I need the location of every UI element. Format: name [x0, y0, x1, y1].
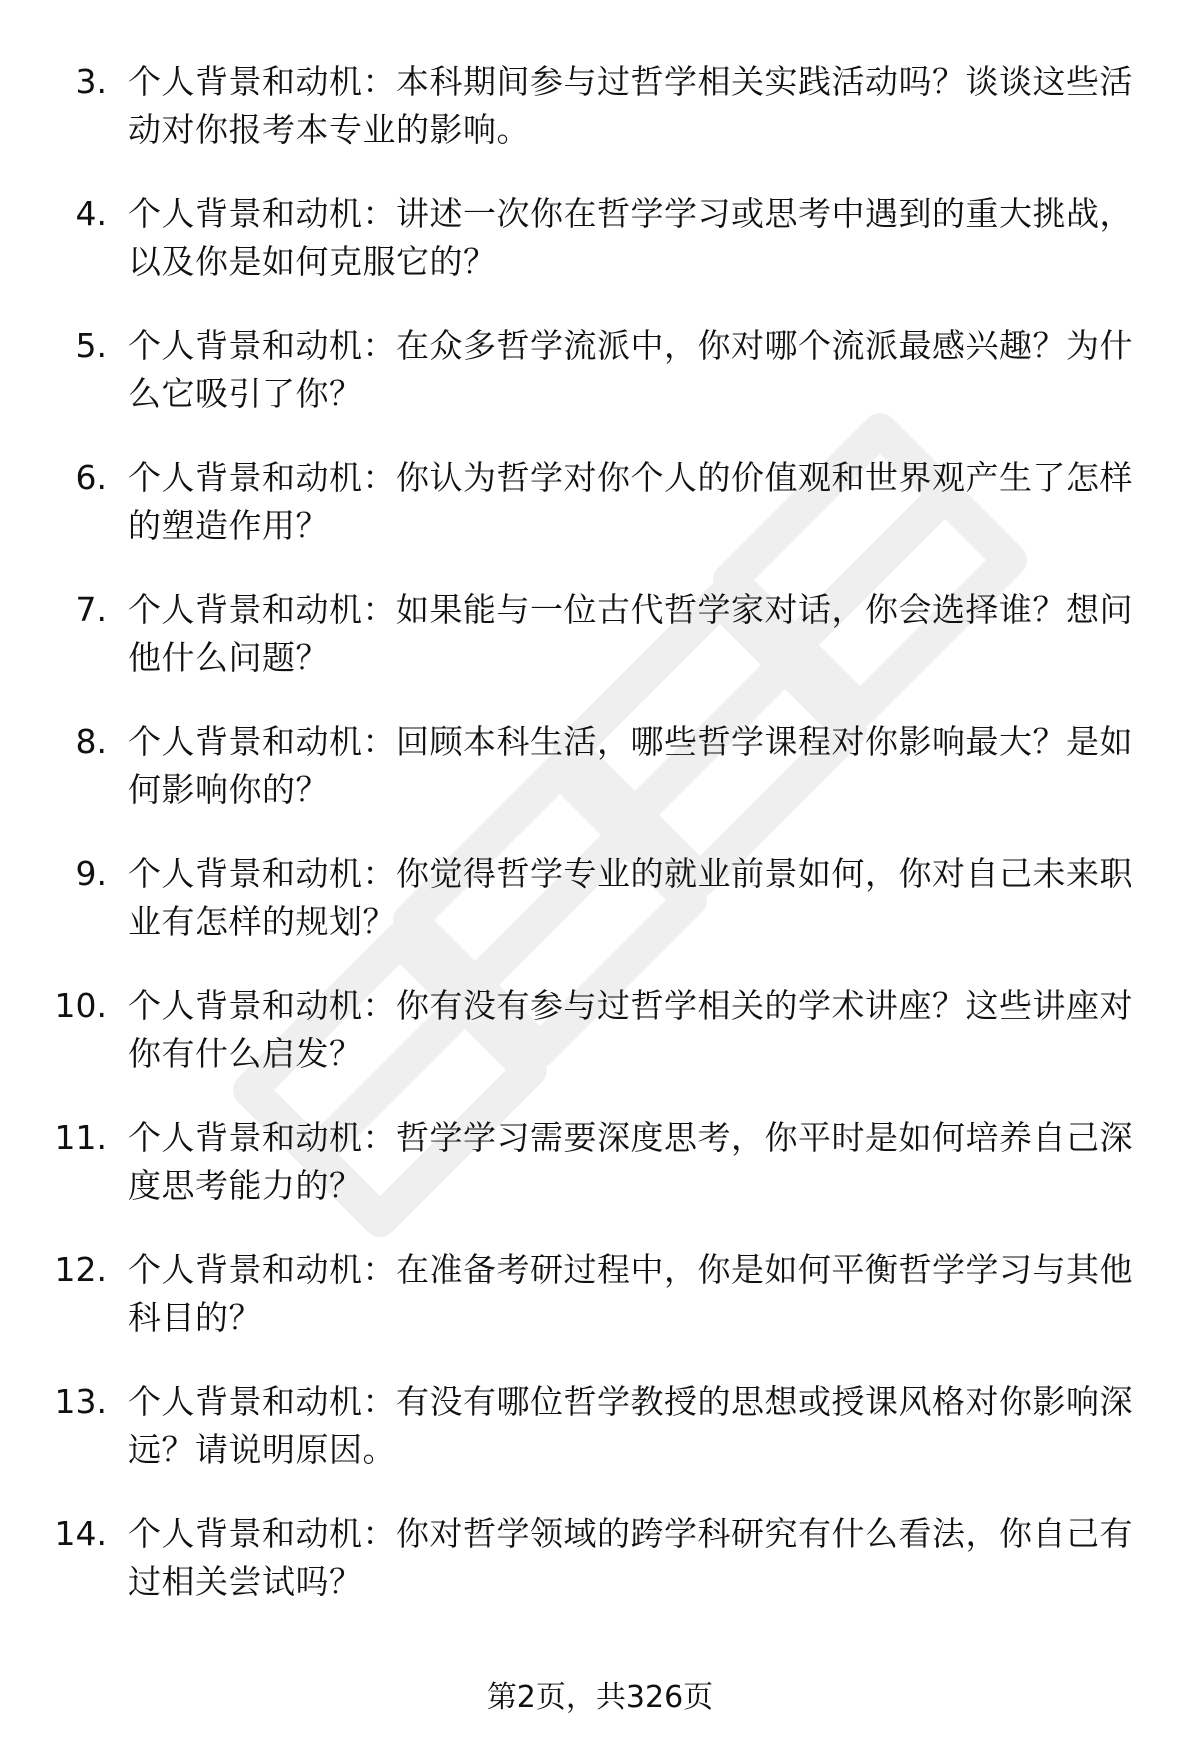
list-item [0, 190, 1200, 322]
question-text: 个人背景和动机：如果能与一位古代哲学家对话，你会选择谁？想问他什么问题？ [128, 590, 1133, 677]
question-list [0, 58, 1200, 1642]
question-text: 个人背景和动机：讲述一次你在哲学学习或思考中遇到的重大挑战，以及你是如何克服它的？ [128, 194, 1133, 281]
question-number: 5. [75, 326, 107, 365]
question-text: 个人背景和动机：有没有哪位哲学教授的思想或授课风格对你影响深远？请说明原因。 [128, 1382, 1133, 1469]
page-number-footer: 第2页，共326页 [486, 1680, 714, 1715]
question-number: 7. [75, 590, 107, 629]
list-item [0, 1246, 1200, 1378]
question-text: 个人背景和动机：你有没有参与过哲学相关的学术讲座？这些讲座对你有什么启发？ [128, 986, 1133, 1073]
question-text: 个人背景和动机：在众多哲学流派中，你对哪个流派最感兴趣？为什么它吸引了你？ [128, 326, 1133, 413]
question-number: 10. [54, 986, 107, 1025]
question-number: 9. [75, 854, 107, 893]
list-item [0, 454, 1200, 586]
question-text: 个人背景和动机：哲学学习需要深度思考，你平时是如何培养自己深度思考能力的？ [128, 1118, 1133, 1205]
list-item [0, 982, 1200, 1114]
question-number: 12. [54, 1250, 107, 1289]
list-item [0, 850, 1200, 982]
question-number: 4. [75, 194, 107, 233]
list-item [0, 58, 1200, 190]
question-number: 14. [54, 1514, 107, 1553]
list-item [0, 718, 1200, 850]
question-number: 8. [75, 722, 107, 761]
question-text: 个人背景和动机：你认为哲学对你个人的价值观和世界观产生了怎样的塑造作用？ [128, 458, 1133, 545]
question-text: 个人背景和动机：你对哲学领域的跨学科研究有什么看法，你自己有过相关尝试吗？ [128, 1514, 1133, 1601]
list-item [0, 1378, 1200, 1510]
list-item [0, 322, 1200, 454]
question-text: 个人背景和动机：本科期间参与过哲学相关实践活动吗？谈谈这些活动对你报考本专业的影响。 [128, 62, 1133, 149]
question-number: 6. [75, 458, 107, 497]
list-item [0, 1114, 1200, 1246]
question-number: 3. [75, 62, 107, 101]
question-text: 个人背景和动机：你觉得哲学专业的就业前景如何，你对自己未来职业有怎样的规划？ [128, 854, 1133, 941]
question-number: 11. [54, 1118, 107, 1157]
question-text: 个人背景和动机：回顾本科生活，哪些哲学课程对你影响最大？是如何影响你的？ [128, 722, 1133, 809]
question-text: 个人背景和动机：在准备考研过程中，你是如何平衡哲学学习与其他科目的？ [128, 1250, 1133, 1337]
question-number: 13. [54, 1382, 107, 1421]
list-item [0, 586, 1200, 718]
list-item [0, 1510, 1200, 1642]
